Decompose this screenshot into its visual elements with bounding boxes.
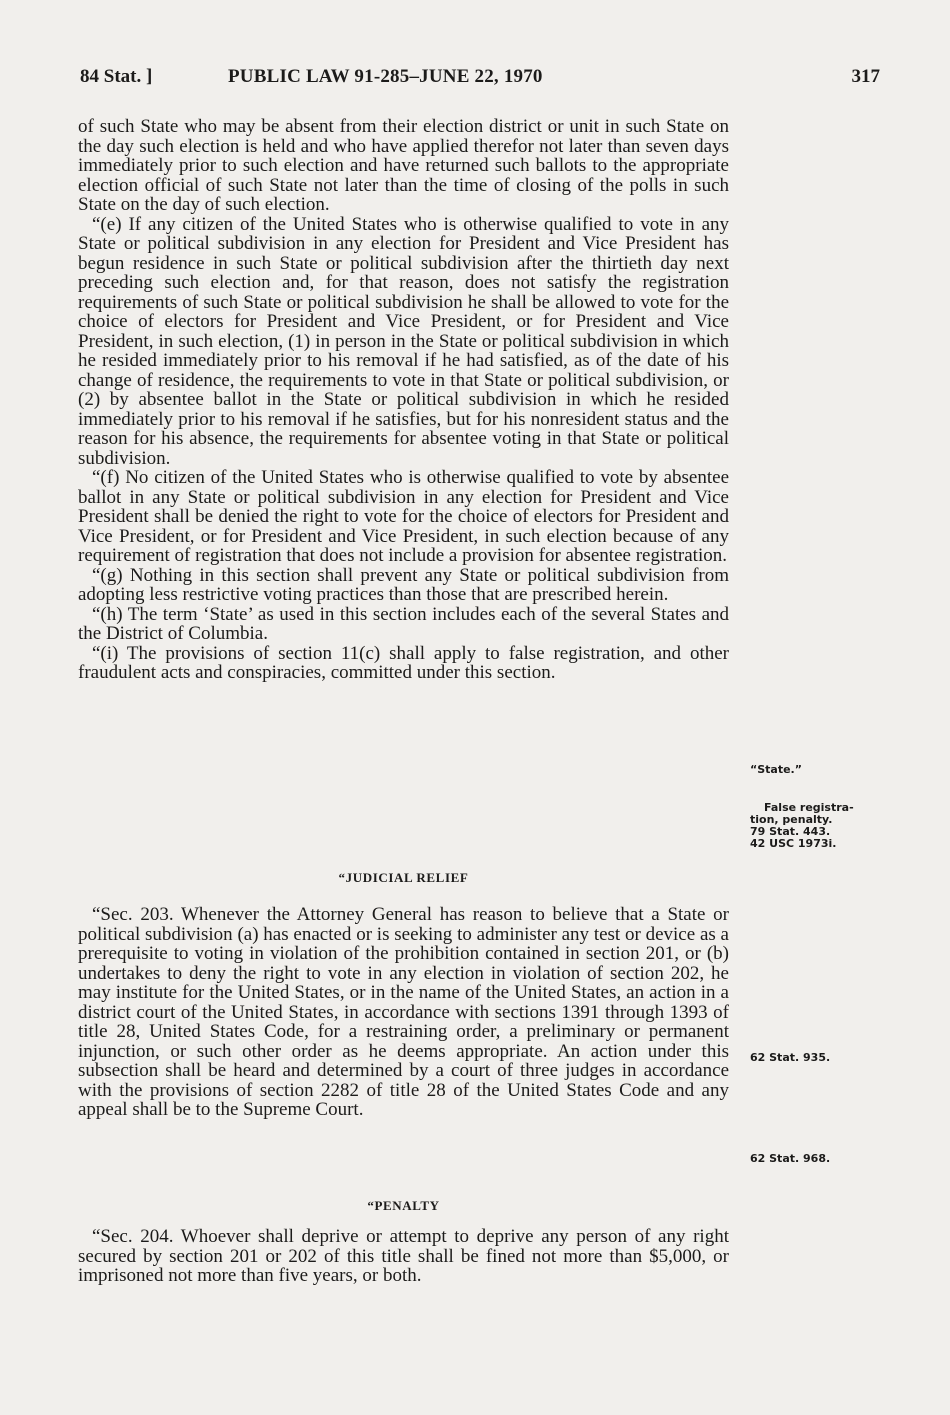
margin-note-line: 42 USC 1973i. (750, 837, 837, 850)
page-title: PUBLIC LAW 91-285–JUNE 22, 1970 (228, 66, 543, 87)
margin-note-state: “State.” (750, 763, 802, 776)
page-header (80, 66, 880, 96)
margin-note-stat-968: 62 Stat. 968. (750, 1152, 831, 1165)
section-203 (78, 905, 729, 1120)
heading-judicial-relief: “JUDICIAL RELIEF (338, 870, 469, 885)
paragraph-g: “(g) Nothing in this section shall prevent any State or political subdivision from adopting less restrictive voting practices than those that are prescribed herein. (78, 564, 729, 605)
paragraph-i: “(i) The provisions of section 11(c) shall apply to false registration, and other fraudulent acts and conspiracies, committed under this section. (78, 642, 729, 683)
paragraph-f: “(f) No citizen of the United States who is otherwise qualified to vote by absentee ballot in any State or political subdivision in any election for President and Vice President shall be denied the right to vote for the choice of electors for President and Vice President, or for President and Vice President, in such election because of any requirement of registration that does not include a provision for absentee registration. (78, 467, 729, 566)
page-number: 317 (851, 66, 880, 87)
continuation-paragraph: of such State who may be absent from their election district or unit in such State on the day such election is held and who have applied therefor not later than seven days immediately prior to such election and have returned such ballots to the appropriate election official of such State not later than the time of closing of the polls in such State on the day of such election. (78, 116, 729, 215)
margin-note-false-registration (750, 802, 854, 850)
paragraph-e: “(e) If any citizen of the United States who is otherwise qualified to vote in any State or political subdivision in any election for President and Vice President has begun residence in such State or political subdivision after the thirtieth day next preceding such election and, for that reason, does not satisfy the registration requirements of such State or political subdivision he shall be allowed to vote for the choice of electors for President and Vice President, or for President and Vice President, in such election, (1) in person in the State or political subdivision in which he resided immediately prior to his removal if he had satisfied, as of the date of his change of residence, the requirements to vote in that State or political subdivision, or (2) by absentee ballot in the State or political subdivision in which he resided immediately prior to his removal if he satisfies, but for his nonresident status and the reason for his absence, the requirements for absentee voting in that State or political subdivision. (78, 213, 729, 469)
margin-note-line: False registra- (764, 801, 854, 814)
section-203-text: “Sec. 203. Whenever the Attorney General has reason to believe that a State or political subdivision (a) has enacted or is seeking to administer any test or device as a prerequisite to voting in violation of the prohibition contained in section 201, or (b) undertakes to deny the right to vote in any election in violation of section 202, he may institute for the United States, or in the name of the United States, an action in a district court of the United States, in accordance with sections 1391 through 1393 of title 28, United States Code, for a restraining order, a preliminary or permanent injunction, or such other order as he deems appropriate. An action under this subsection shall be heard and determined by a court of three judges in accordance with the provisions of section 2282 of title 28 of the United States Code and any appeal shall be to the Supreme Court. (78, 904, 729, 1120)
section-204 (78, 1227, 729, 1286)
paragraph-h: “(h) The term ‘State’ as used in this section includes each of the several States and the District of Columbia. (78, 603, 729, 644)
heading-penalty: “PENALTY (367, 1198, 440, 1213)
volume-citation: 84 Stat. ] (80, 66, 153, 87)
margin-note-line: 79 Stat. 443. (750, 825, 831, 838)
body-section-upper (78, 117, 729, 683)
margin-note-line: tion, penalty. (750, 813, 833, 826)
margin-note-stat-935: 62 Stat. 935. (750, 1051, 831, 1064)
section-204-text: “Sec. 204. Whoever shall deprive or attempt to deprive any person of any right secured by section 201 or 202 of this title shall be fined not more than $5,000, or imprisoned not more than five years, or both. (78, 1226, 729, 1286)
